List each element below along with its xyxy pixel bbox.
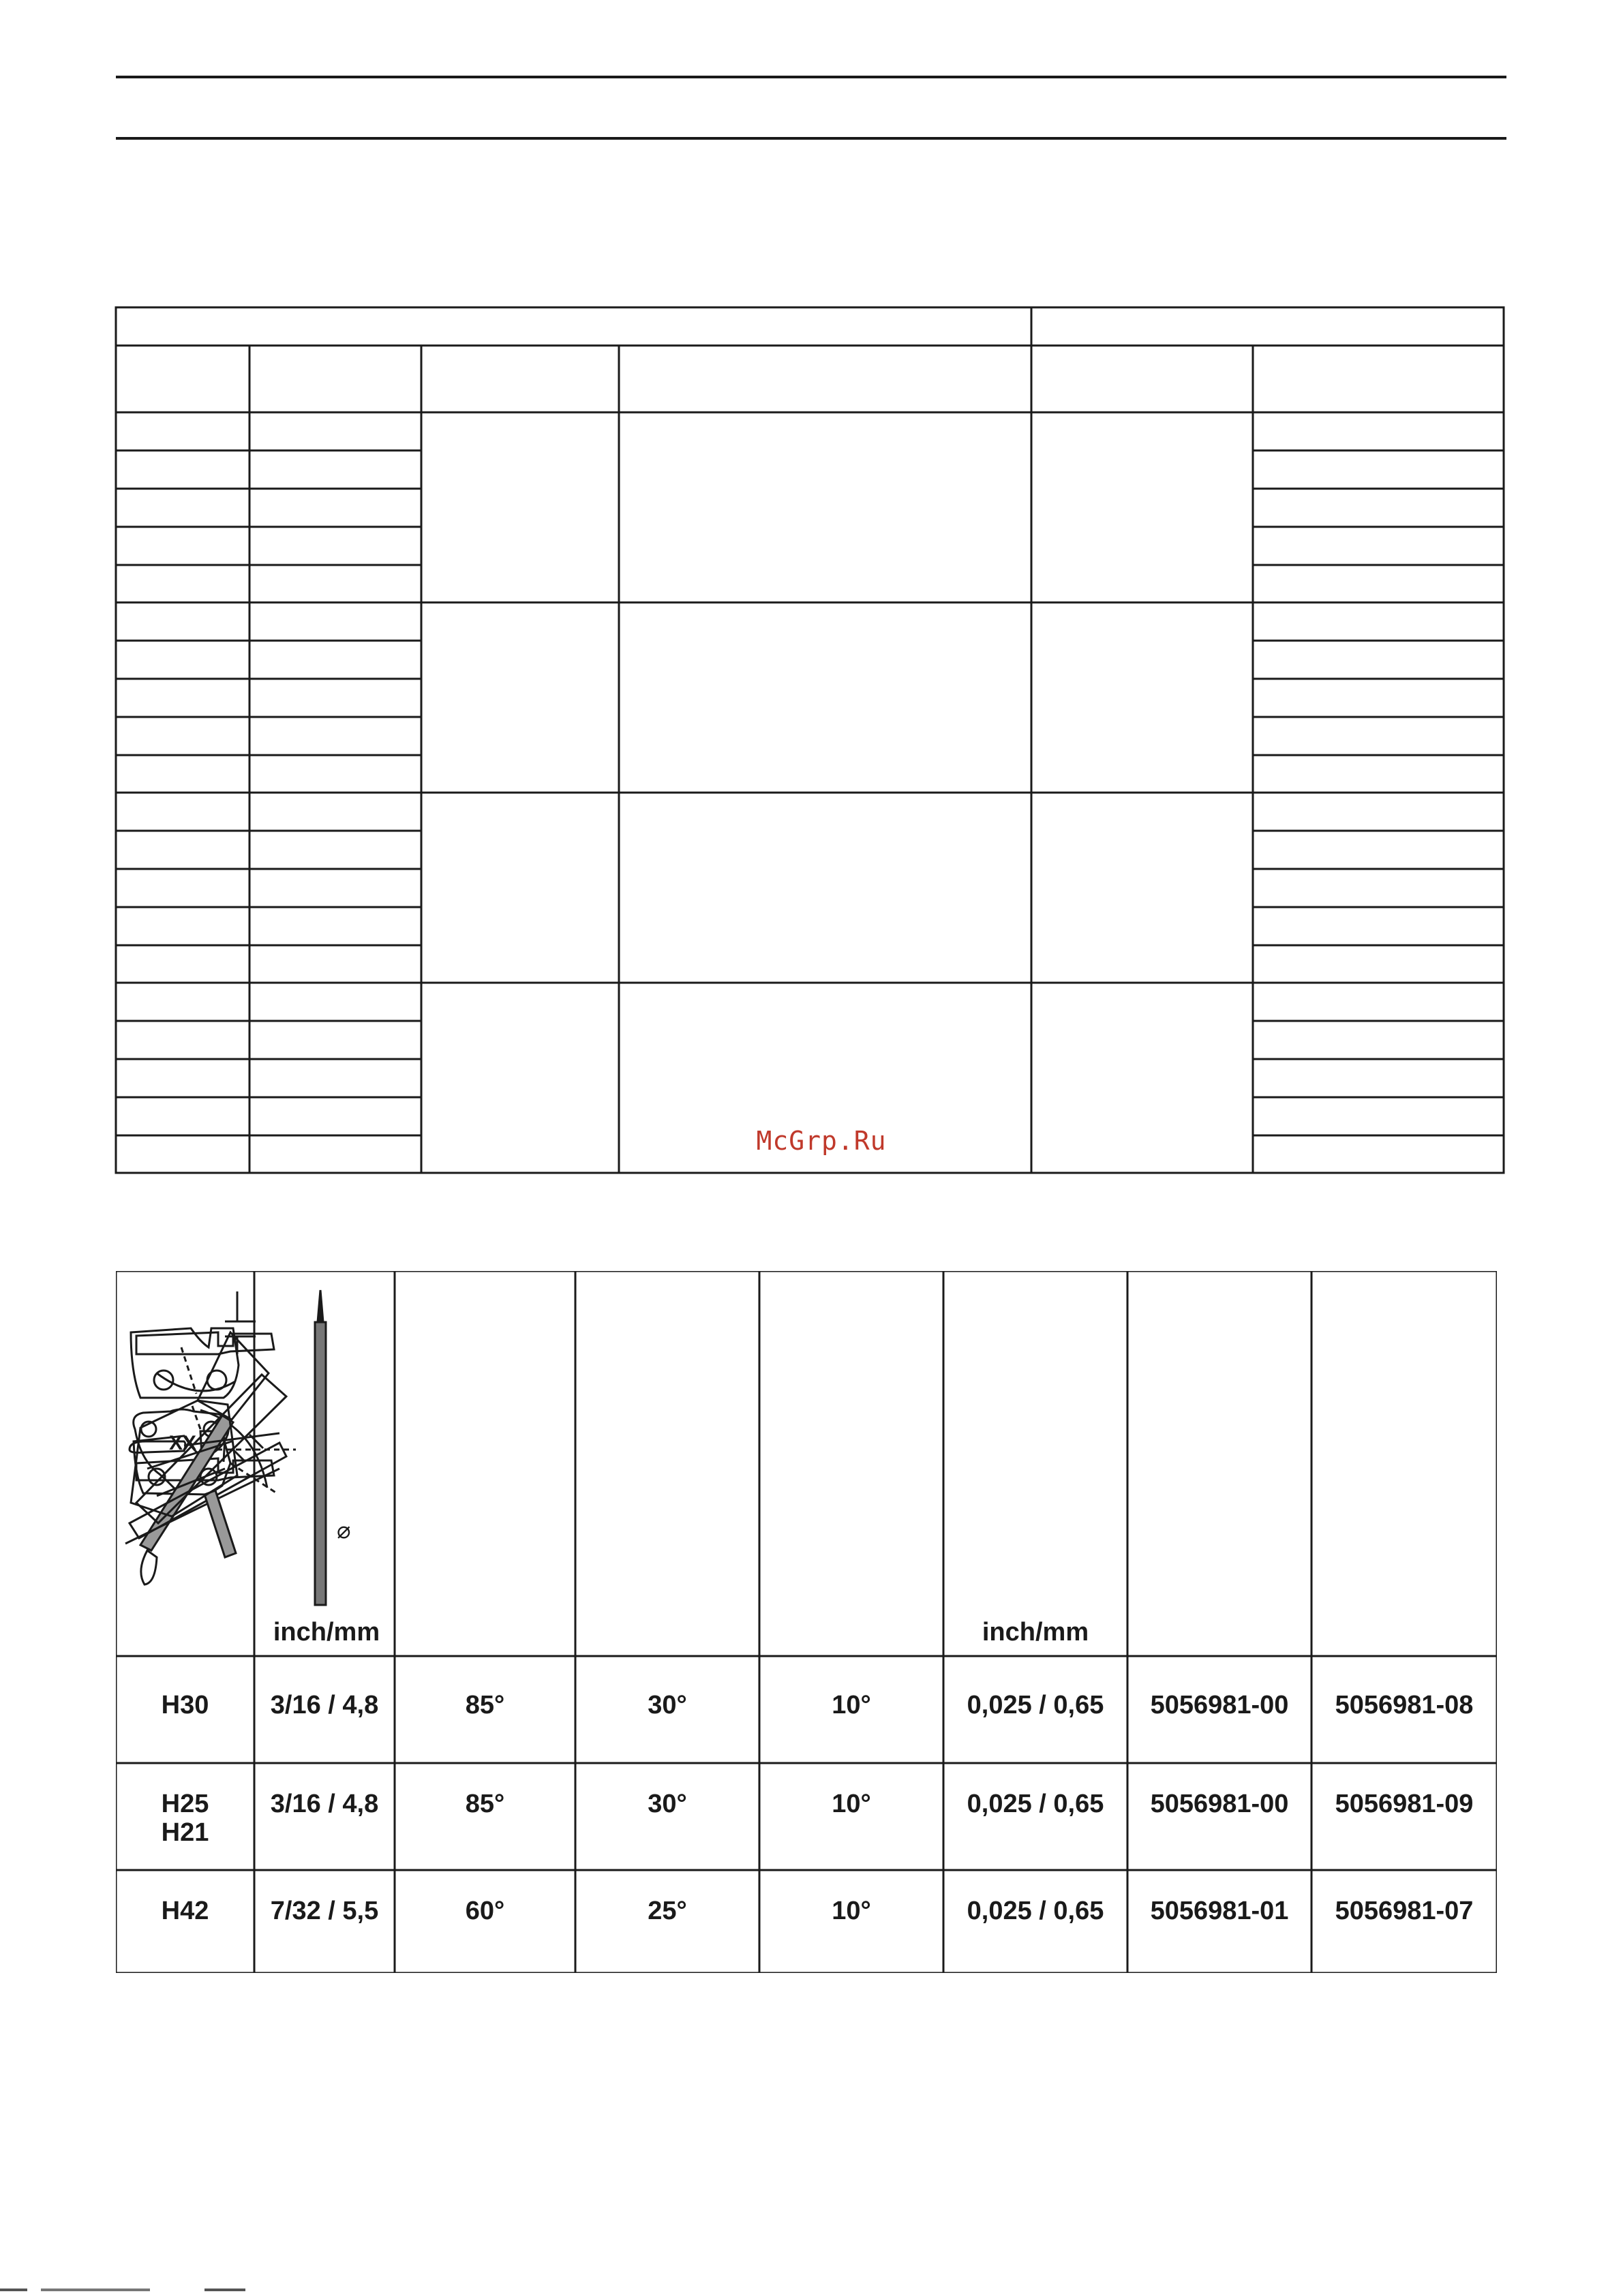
file-diameter-unit-label: inch/mm (273, 1618, 380, 1647)
sharpening-table (116, 1271, 1497, 1973)
depth-tool-cell: 5056981-00 (1150, 1790, 1289, 1818)
file-cell: 3/16 / 4,8 (270, 1691, 379, 1719)
down-angle-cell: 10° (832, 1897, 871, 1925)
filing-angle-cell: 25° (648, 1897, 687, 1925)
top-plate-cell: 60° (465, 1897, 505, 1925)
depth-gauge-unit-label: inch/mm (982, 1618, 1089, 1647)
depth-tool-cell: 5056981-01 (1150, 1897, 1289, 1925)
down-angle-cell: 10° (832, 1790, 871, 1818)
filing-angle-cell: 30° (648, 1790, 687, 1818)
chain-cell (116, 1790, 254, 1847)
depth-gauge-cell: 0,025 / 0,65 (967, 1790, 1104, 1818)
chain-code: H42 (161, 1897, 209, 1925)
top-plate-cell: 85° (465, 1790, 505, 1818)
depth-tool-cell: 5056981-00 (1150, 1691, 1289, 1719)
depth-gauge-cell: 0,025 / 0,65 (967, 1691, 1104, 1719)
chain-code: H30 (161, 1691, 209, 1719)
filing-angle-cell: 30° (648, 1691, 687, 1719)
footer-mark (0, 2289, 259, 2294)
chain-code: H21 (161, 1818, 209, 1847)
file-cell: 7/32 / 5,5 (270, 1897, 379, 1925)
file-holder-cell: 5056981-07 (1335, 1897, 1474, 1925)
file-holder-cell: 5056981-08 (1335, 1691, 1474, 1719)
down-angle-cell: 10° (832, 1691, 871, 1719)
file-cell: 3/16 / 4,8 (270, 1790, 379, 1818)
top-plate-cell: 85° (465, 1691, 505, 1719)
diameter-symbol: ⌀ (337, 1517, 351, 1544)
watermark: McGrp.Ru (756, 1126, 887, 1156)
chain-cell (116, 1691, 254, 1719)
chain-code: H25 (161, 1790, 209, 1818)
depth-gauge-cell: 0,025 / 0,65 (967, 1897, 1104, 1925)
round-file-icon (315, 1290, 326, 1605)
chain-cell (116, 1897, 254, 1925)
link-marking-label: XX (168, 1432, 197, 1454)
file-holder-cell: 5056981-09 (1335, 1790, 1474, 1818)
